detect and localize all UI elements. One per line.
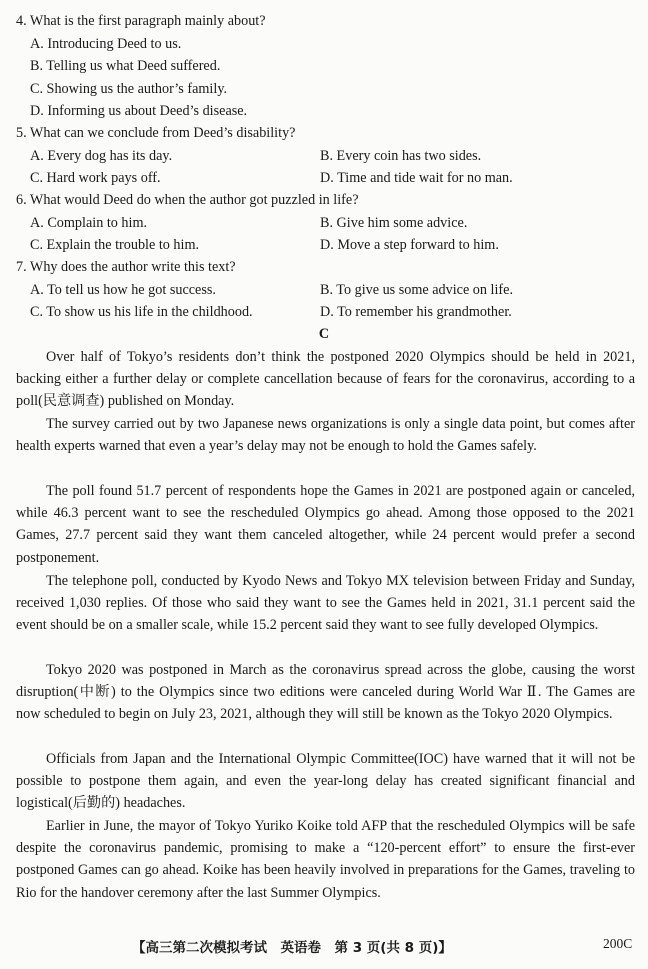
question-5-option-a: A. Every dog has its day. xyxy=(30,148,173,164)
passage-paragraph-7: Earlier in June, the mayor of Tokyo Yuriko Koike told AFP that the rescheduled Olympics will be safe despite the coronavirus pandemic, promising to make a “120-percent effort” to ensure the first-ever postponed Games can go ahead. Koike has been heavily involved in preparations for the Games, traveling to Rio for the handover ceremony after the last Summer Olympics. xyxy=(16,818,635,901)
passage-paragraph-6: Officials from Japan and the International Olympic Committee(IOC) have warned that it will not be possible to postpone them again, and even the year-long delay has created significant financial and logistical(后勤的) headaches. xyxy=(16,751,635,812)
footer-code: 200C xyxy=(603,936,633,951)
section-c-heading: C xyxy=(318,326,330,342)
question-5-option-b: B. Every coin has two sides. xyxy=(320,148,482,164)
question-5-stem: 5. What can we conclude from Deed’s disability? xyxy=(16,125,296,141)
question-4-stem: 4. What is the first paragraph mainly about? xyxy=(16,13,266,29)
question-7-option-d: D. To remember his grandmother. xyxy=(320,304,512,320)
question-5-option-c: C. Hard work pays off. xyxy=(30,170,161,186)
question-4-option-a: A. Introducing Deed to us. xyxy=(30,36,182,52)
question-4-option-c: C. Showing us the author’s family. xyxy=(30,81,228,97)
footer-exam-info: 【高三第二次模拟考试 英语卷 第 3 页(共 8 页)】 xyxy=(132,940,452,956)
page-footer xyxy=(0,936,648,958)
question-6-option-c: C. Explain the trouble to him. xyxy=(30,237,200,253)
question-4-option-b: B. Telling us what Deed suffered. xyxy=(30,58,221,74)
question-7-option-b: B. To give us some advice on life. xyxy=(320,282,513,298)
passage-paragraph-4: The telephone poll, conducted by Kyodo News and Tokyo MX television between Friday and Sunday, received 1,030 replies. Of those who said they want to see the Games held in 2021, 31.1 percent said the event should be on a smaller scale, while 15.2 percent said they want to see fully developed Olympics. xyxy=(16,573,635,634)
passage-paragraph-1: Over half of Tokyo’s residents don’t think the postponed 2020 Olympics should be held in 2021, backing either a further delay or complete cancellation because of fears for the coronavirus, according to a poll(民意调查) published on Monday. xyxy=(16,349,635,410)
question-7-stem: 7. Why does the author write this text? xyxy=(16,259,236,275)
question-6-option-d: D. Move a step forward to him. xyxy=(320,237,499,253)
question-6-option-b: B. Give him some advice. xyxy=(320,215,468,231)
question-5-option-d: D. Time and tide wait for no man. xyxy=(320,170,513,186)
question-6-option-a: A. Complain to him. xyxy=(30,215,148,231)
question-4-option-d: D. Informing us about Deed’s disease. xyxy=(30,103,248,119)
passage-paragraph-2: The survey carried out by two Japanese news organizations is only a single data point, but comes after health experts warned that even a year’s delay may not be enough to hold the Games safely. xyxy=(16,416,635,455)
question-7-option-a: A. To tell us how he got success. xyxy=(30,282,216,298)
passage-paragraph-3: The poll found 51.7 percent of respondents hope the Games in 2021 are postponed again or canceled, while 46.3 percent want to see the rescheduled Olympics go ahead. Among those opposed to the 2021 Games, 27.7 percent said they want them canceled altogether, while 24 percent would prefer a second postponement. xyxy=(16,483,635,566)
question-7-option-c: C. To show us his life in the childhood. xyxy=(30,304,253,320)
question-6-stem: 6. What would Deed do when the author got puzzled in life? xyxy=(16,192,359,208)
passage-paragraph-5: Tokyo 2020 was postponed in March as the coronavirus spread across the globe, causing the worst disruption(中断) to the Olympics since two editions were canceled during World War Ⅱ. The Games are now scheduled to begin on July 23, 2021, although they will still be known as the Tokyo 2020 Olympics. xyxy=(16,662,635,723)
